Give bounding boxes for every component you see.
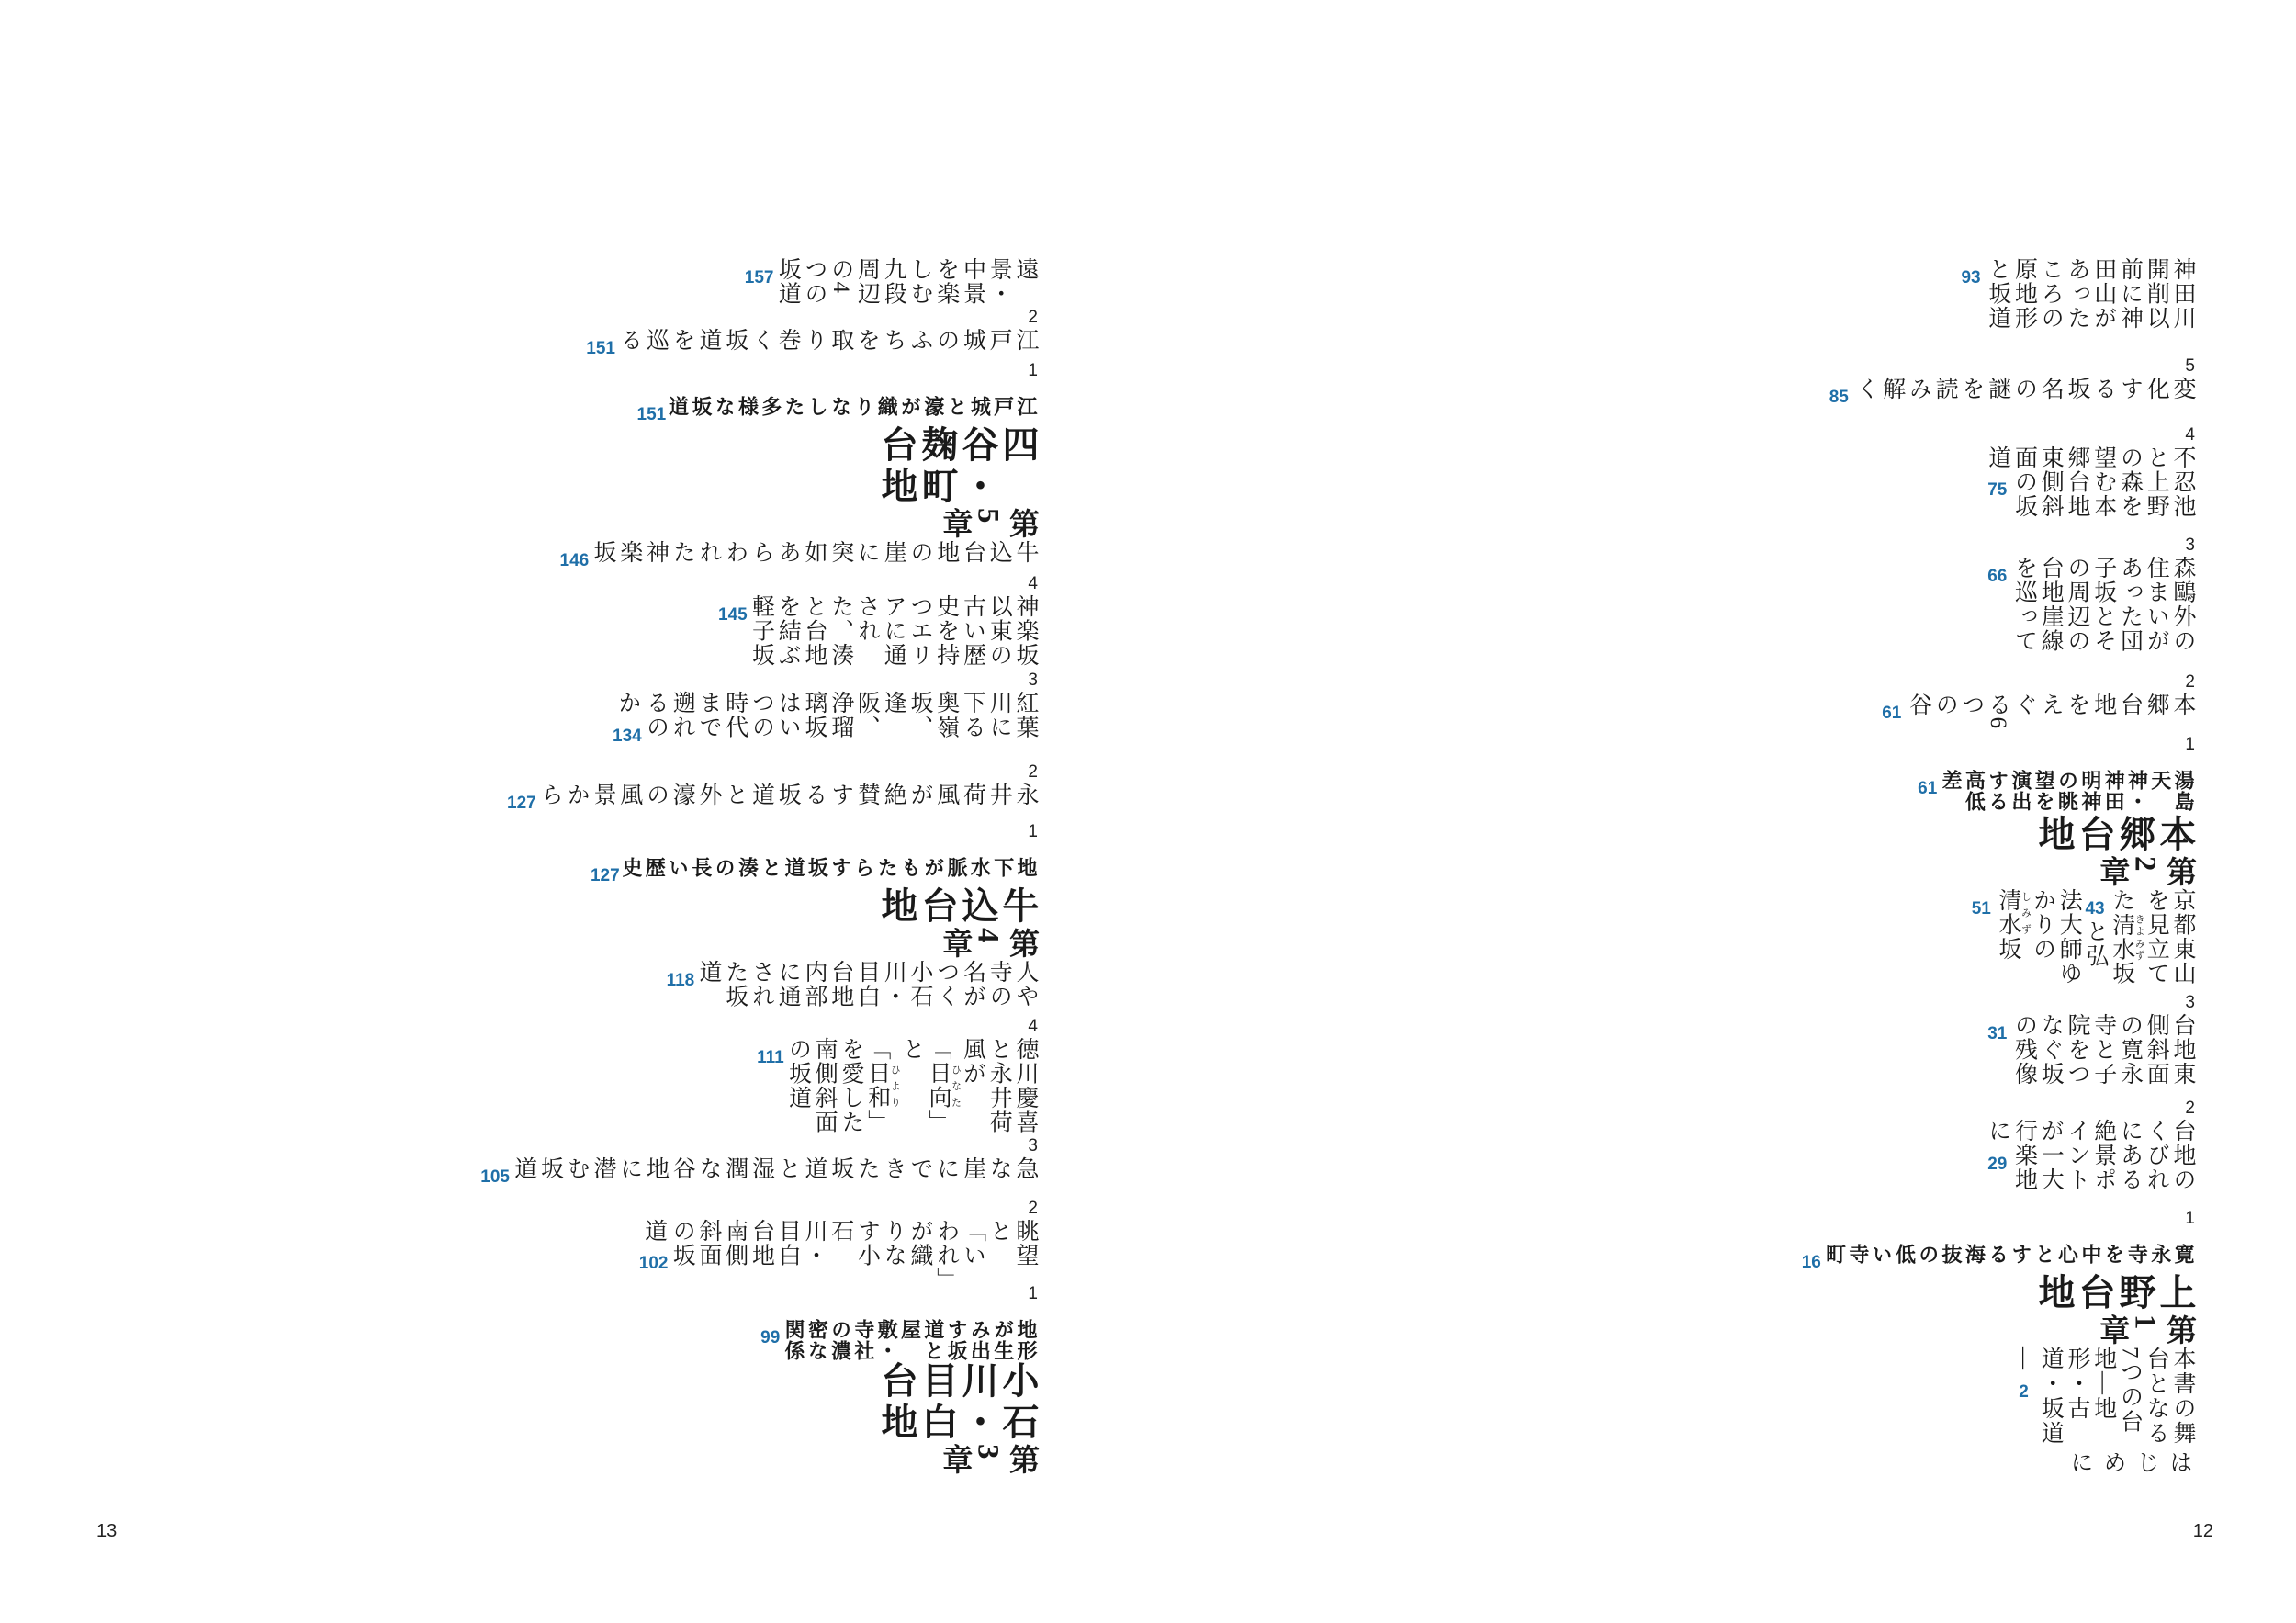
item-number: 4 bbox=[1028, 1016, 1038, 1036]
chapter-2-label: 第2章 bbox=[2095, 856, 2195, 889]
chapter-4-label: 第4章 bbox=[938, 927, 1038, 960]
page-right bbox=[1148, 0, 2296, 1623]
chapter-1-page: 16 bbox=[1801, 1253, 1821, 1273]
chapter-1-subtitle: 寛永寺を中心とする海抜の低い寺町16 bbox=[1801, 1244, 2195, 1273]
item-title: 江戸城のふちを取り巻く坂道を巡る151 bbox=[586, 328, 1038, 358]
item-title: 森鷗外の住まいがあった団子坂とその周辺の台地崖線を巡って66 bbox=[1987, 555, 2195, 653]
item-title: 変化する坂名の謎を読み解く85 bbox=[1829, 376, 2195, 407]
toc-item[interactable] bbox=[1984, 556, 2195, 693]
item-number: 2 bbox=[1028, 761, 1038, 782]
toc-item[interactable] bbox=[639, 1219, 1038, 1304]
toc-item[interactable] bbox=[1826, 377, 2196, 445]
item-number: 4 bbox=[1028, 573, 1038, 593]
toc-item[interactable] bbox=[718, 594, 1038, 691]
item-number: 3 bbox=[1028, 1135, 1038, 1155]
item-page: 93 bbox=[1961, 267, 1981, 287]
item-page: 85 bbox=[1829, 387, 1849, 407]
item-title: 眺望と「いわれ」が織りなす小石川・目白台地南側斜面の坂道102 bbox=[638, 1218, 1038, 1280]
front-matter-description: 本書の舞台となる7つの台地―地形・古道・坂道―2 bbox=[2011, 1346, 2195, 1446]
chapter-5-subtitle: 江戸城と濠が織りなした多様な坂道151 bbox=[636, 395, 1038, 424]
item-page: 75 bbox=[1987, 480, 2008, 501]
toc-item[interactable] bbox=[480, 1156, 1038, 1219]
chapter-2[interactable] bbox=[1912, 755, 2195, 888]
item-page: 43 bbox=[2085, 899, 2105, 919]
chapter-4-page: 127 bbox=[590, 865, 620, 885]
chapter-4-title: 牛込台地 bbox=[876, 885, 1039, 928]
item-number: 2 bbox=[2185, 672, 2195, 693]
toc-item[interactable] bbox=[560, 540, 1038, 594]
toc-item[interactable] bbox=[1957, 257, 2195, 377]
chapter-2-title: 本郷台地 bbox=[2033, 815, 2196, 857]
item-number: 1 bbox=[1028, 821, 1038, 841]
toc-item[interactable] bbox=[613, 691, 1038, 782]
item-number: 3 bbox=[2185, 993, 2195, 1013]
item-number: 5 bbox=[2185, 355, 2195, 376]
item-number: 1 bbox=[1028, 360, 1038, 380]
chapter-5-page: 151 bbox=[636, 404, 667, 424]
item-title: 京都東山を見立てた清水 きよみず坂43と弘法大師ゆかりの清水 しみず坂51 bbox=[1971, 888, 2195, 986]
toc-columns-left bbox=[64, 257, 1038, 1476]
item-title: 台地東側斜面の寛永寺と子院をつなぐ坂の残像31 bbox=[1987, 1013, 2195, 1087]
folio-left: 13 bbox=[96, 1521, 118, 1541]
front-matter-page: 2 bbox=[2019, 1381, 2029, 1402]
chapter-5-label: 第5章 bbox=[938, 507, 1038, 540]
folio-right: 12 bbox=[2192, 1521, 2213, 1541]
toc-front-matter[interactable] bbox=[2010, 1347, 2195, 1476]
chapter-3-label: 第3章 bbox=[938, 1444, 1038, 1476]
item-number: 2 bbox=[2185, 1099, 2195, 1119]
item-page-2: 51 bbox=[1971, 899, 1991, 919]
item-page: 118 bbox=[666, 970, 695, 990]
item-number: 1 bbox=[1028, 1284, 1038, 1303]
item-number: 1 bbox=[2185, 1209, 2195, 1229]
item-page: 61 bbox=[1882, 704, 1902, 724]
item-page: 31 bbox=[1987, 1024, 2008, 1044]
toc-item[interactable] bbox=[667, 960, 1038, 1037]
item-title: 徳川慶喜と永井荷風が「日向 ひなた」と「日和 ひより」を愛した南側斜面の坂道111 bbox=[757, 1036, 1038, 1134]
item-title: 不忍池と上野の森を望む本郷台地東側斜面の坂道75 bbox=[1985, 445, 2195, 519]
item-page: 157 bbox=[744, 268, 774, 287]
toc-item[interactable] bbox=[586, 328, 1038, 381]
toc-item[interactable] bbox=[1984, 1013, 2195, 1119]
toc-item[interactable] bbox=[1984, 445, 2195, 556]
toc-item[interactable] bbox=[745, 257, 1038, 328]
item-page: 66 bbox=[1987, 566, 2008, 586]
chapter-3-subtitle: 地形が生み出す坂道と屋敷・寺社の濃密な関係99 bbox=[760, 1319, 1038, 1361]
chapter-3-page: 99 bbox=[760, 1328, 781, 1347]
item-page: 29 bbox=[1987, 1154, 2008, 1174]
toc-item[interactable] bbox=[757, 1037, 1038, 1156]
item-title: 神田川開削以前に神田山があったころの原地形と坂道93 bbox=[1961, 256, 2195, 331]
item-title: 遠景・中景を楽しむ九段周辺の4つの坂道157 bbox=[744, 257, 1038, 306]
chapter-3[interactable] bbox=[755, 1304, 1038, 1476]
item-number: 2 bbox=[1028, 1198, 1038, 1218]
item-page: 102 bbox=[638, 1254, 669, 1274]
chapter-2-page: 61 bbox=[1918, 779, 1938, 799]
item-number: 3 bbox=[1028, 671, 1038, 691]
item-page: 111 bbox=[757, 1047, 784, 1067]
toc-columns-right bbox=[1203, 257, 2195, 1476]
chapter-4-subtitle: 地下水脈がもたらす坂道と湊の長い歴史127 bbox=[590, 856, 1038, 885]
chapter-4[interactable] bbox=[587, 842, 1038, 960]
item-number: 3 bbox=[2185, 535, 2195, 555]
item-title: 台地のくびれにある絶景ポイントが一大行楽地に29 bbox=[1985, 1119, 2195, 1192]
toc-item[interactable] bbox=[1878, 693, 2195, 755]
chapter-2-subtitle: 湯島天神・神田明神の眺望を演出する高低差61 bbox=[1918, 770, 2195, 813]
item-page: 134 bbox=[613, 726, 642, 746]
item-title: 急な崖にできた坂道と湿潤な谷地に潜む坂道105 bbox=[480, 1155, 1038, 1187]
item-title: 人や寺の名がつく小石川・目白台地内部に通された坂道118 bbox=[666, 959, 1038, 1009]
chapter-5-title: 四谷・麹町台地 bbox=[876, 424, 1039, 508]
chapter-1[interactable] bbox=[1796, 1229, 2195, 1347]
item-number: 1 bbox=[2185, 735, 2195, 755]
toc-item[interactable] bbox=[507, 783, 1038, 842]
item-number: 4 bbox=[2185, 424, 2195, 445]
chapter-5[interactable] bbox=[634, 381, 1038, 540]
item-page: 127 bbox=[507, 793, 536, 813]
front-matter-label: はじめに bbox=[2067, 1450, 2191, 1476]
chapter-3-title: 小石川・目白台地 bbox=[876, 1361, 1039, 1444]
item-page: 151 bbox=[586, 339, 615, 358]
item-page: 146 bbox=[559, 550, 590, 570]
item-title: 紅葉川に下る奥嶺坂、逢阪、浄瑠璃坂はいつの時代まで遡れるのか134 bbox=[613, 691, 1038, 746]
item-title: 本郷台地をえぐる6つの谷61 bbox=[1882, 693, 2195, 730]
item-title: 牛込台地の崖に突如あらわれた神楽坂146 bbox=[559, 539, 1038, 570]
toc-item[interactable] bbox=[1968, 888, 2196, 1013]
item-page: 105 bbox=[480, 1167, 510, 1187]
toc-item[interactable] bbox=[1984, 1119, 2195, 1229]
chapter-1-label: 第1章 bbox=[2095, 1313, 2195, 1347]
item-title: 神楽坂以東の古い歴史を持つエリアに通された、湊と台地を結ぶ軽子坂145 bbox=[718, 593, 1038, 668]
item-title: 永井荷風が絶賛する坂道と外濠の風景から127 bbox=[507, 782, 1038, 813]
chapter-1-title: 上野台地 bbox=[2033, 1272, 2196, 1314]
item-page: 145 bbox=[718, 604, 748, 625]
item-number: 2 bbox=[1028, 308, 1038, 327]
